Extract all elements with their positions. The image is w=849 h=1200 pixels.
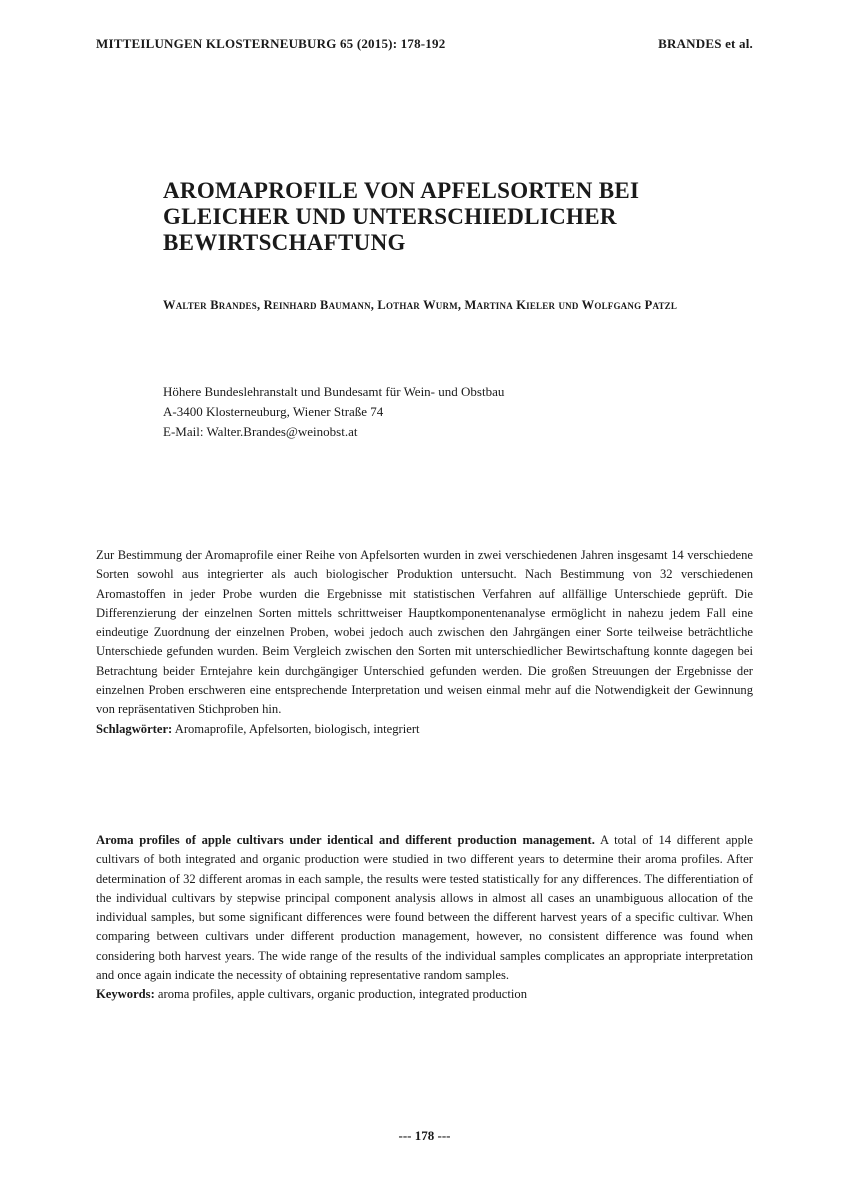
author-list: Walter Brandes, Reinhard Baumann, Lothar Wurm, Martina Kieler und Wolfgang Patzl	[163, 298, 678, 312]
abstract-english	[96, 831, 753, 1005]
abstract-english-text: A total of 14 different apple cultivars of both integrated and organic production were studied in two different years to determine their aroma profiles. After determination of 32 different aromas in each sample, the results were tested statistically for any differences. The differentiation of the individual cultivars by stepwise principal component analysis allows in almost all cases an unambiguous allocation of the individual samples, but some significant differences were found between the different harvest years of a specific cultivar. When comparing between cultivars under different production management, however, no consistent difference was found when considering both harvest years. The wide range of the results of the individual samples complicates an appropriate interpretation and once again indicate the necessity of obtaining representative random samples.	[96, 833, 753, 983]
keywords-german	[96, 720, 753, 739]
affiliation-institution: Höhere Bundeslehranstalt und Bundesamt für Wein- und Obstbau	[163, 384, 505, 399]
affiliation-email: E-Mail: Walter.Brandes@weinobst.at	[163, 424, 358, 439]
affiliation-address: A-3400 Klosterneuburg, Wiener Straße 74	[163, 404, 384, 419]
keywords-english-values: aroma profiles, apple cultivars, organic production, integrated production	[157, 987, 527, 1002]
abstract-german-text: Zur Bestimmung der Aromaprofile einer Reihe von Apfelsorten wurden in zwei verschiedenen Jahren insgesamt 14 verschiedene Sorten sowohl aus integrierter als auch biologischer Produktion untersucht. Nach Bestimmung von 32 verschiedenen Aromastoffen in jeder Probe wurden die Ergebnisse mit statistischen Verfahren auf allfällige Unterschiede geprüft. Die Differenzierung der einzelnen Sorten mittels schrittweiser Hauptkomponentenanalyse ermöglicht in nahezu jedem Fall eine eindeutige Zuordnung der einzelnen Proben, wobei jedoch auch zwischen den Jahrgängen einer Sorte teilweise beträchtliche Unterschiede gefunden wurden. Beim Vergleich zwischen den Sorten mit unterschiedlicher Bewirtschaftung konnte dagegen bei Betrachtung beider Erntejahre kein durchgängiger Unterschied gefunden werden. Die großen Streuungen der Ergebnisse der einzelnen Proben erschweren eine entsprechende Interpretation und weisen einmal mehr auf die Notwendigkeit der Gewinnung von repräsentativen Stichproben hin.	[96, 548, 753, 717]
abstract-english-heading: Aroma profiles of apple cultivars under identical and different production management.	[96, 833, 595, 847]
keywords-english	[96, 985, 753, 1004]
affiliation-block	[163, 382, 723, 442]
article-title: AROMAPROFILE VON APFELSORTEN BEI GLEICHER UND UNTERSCHIEDLICHER BEWIRTSCHAFTUNG	[163, 178, 640, 255]
author-short: BRANDES et al.	[658, 36, 753, 51]
page-number: --- 178 ---	[398, 1128, 451, 1143]
abstract-german	[96, 546, 753, 739]
running-header	[96, 36, 753, 52]
abstract-english-paragraph	[96, 831, 753, 985]
keywords-german-values: Aromaprofile, Apfelsorten, biologisch, integriert	[174, 721, 420, 736]
keywords-english-label: Keywords:	[96, 987, 155, 1002]
keywords-german-label: Schlagwörter:	[96, 721, 173, 736]
journal-citation: MITTEILUNGEN KLOSTERNEUBURG 65 (2015): 178-192	[96, 36, 446, 51]
